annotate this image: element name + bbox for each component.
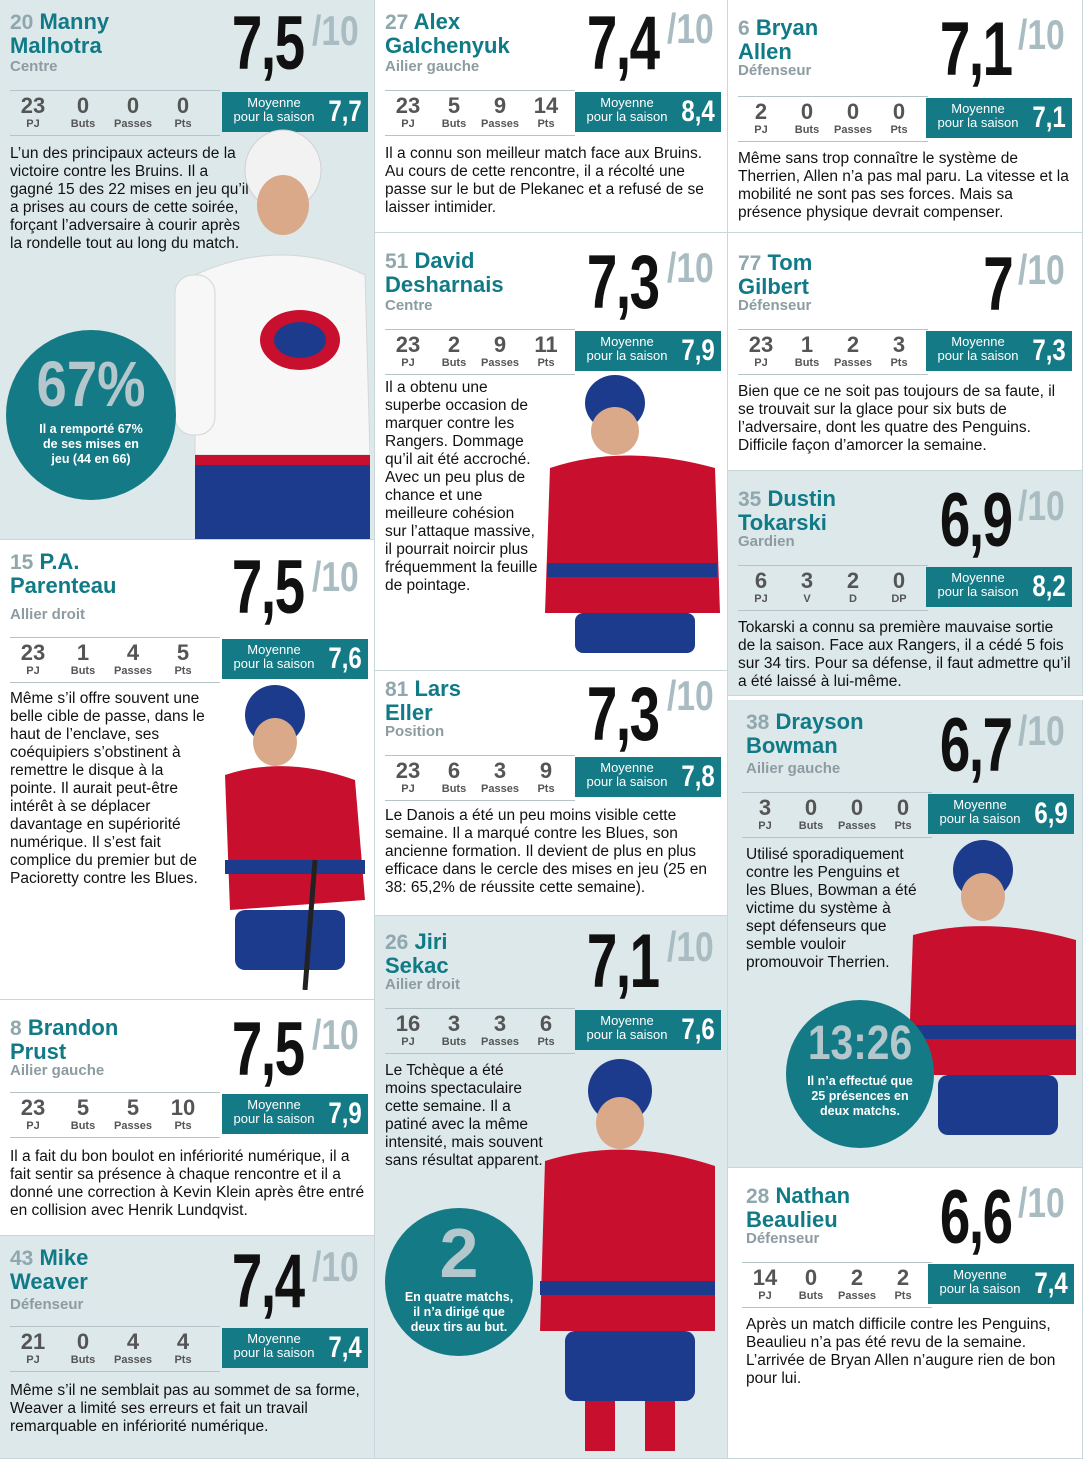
grade-outof: /10 <box>667 244 714 291</box>
stat-gp: 23 PJ <box>395 93 421 130</box>
player-description: Tokarski a connu sa première mauvaise sortie de la saison. Face aux Rangers, il a cédé 5 fois sur 34 tirs. Pour sa défense, il faut admettre qu’il a été laissé à lui-même. <box>738 619 1071 690</box>
stat-points: 3 Pts <box>890 332 908 369</box>
stat-assists: 9 Passes <box>481 332 519 369</box>
stats-row <box>742 792 932 838</box>
player-description: Il a connu son meilleur match face aux Bruins. Au cours de cette rencontre, il a récolté une passe sur le but de Plekanec et a refusé de se laisser intimider. <box>385 145 704 216</box>
stats-row <box>385 1008 575 1054</box>
player-position: Ailier droit <box>385 976 461 993</box>
stat-assists: 0 Passes <box>834 99 872 136</box>
player-card-beaulieu <box>728 1168 1083 1459</box>
stats-row <box>738 565 928 611</box>
player-card-parenteau <box>0 540 375 1000</box>
stat-goals: 0 Buts <box>70 1329 96 1366</box>
stat-gp: 23 PJ <box>20 93 46 130</box>
player-card-weaver <box>0 1236 375 1459</box>
player-name: 43 Mike Weaver <box>10 1245 89 1294</box>
player-grade: 7,5 <box>232 1 304 86</box>
stat-bubble: 67% Il a remporté 67% de ses mises en jeu (44 en 66) <box>6 330 176 500</box>
stat-gp: 14 PJ <box>752 1265 778 1302</box>
stat-assists: 2 Passes <box>838 1265 876 1302</box>
player-photo <box>165 125 370 540</box>
season-average: Moyenne pour la saison 7,4 <box>222 1328 368 1368</box>
player-grade: 7,1 <box>940 7 1012 92</box>
player-grade: 7,1 <box>587 919 659 1004</box>
player-card-eller <box>375 671 728 916</box>
player-description: Bien que ce ne soit pas toujours de sa faute, il se trouvait sur la glace pour six buts de l’adversaire, dont les quatre des Penguins. Difficile façon d’amorcer la semaine. <box>738 383 1056 454</box>
player-grade: 6,6 <box>940 1175 1012 1260</box>
stat-assists: 4 Passes <box>114 640 152 677</box>
player-position: Position <box>385 723 445 740</box>
player-grade: 7,5 <box>232 545 304 630</box>
player-description: Même sans trop connaître le système de Therrien, Allen n’a pas mal paru. La vitesse et la mobilité ne sont pas ses forces. Mais sa présence physique devrait compenser. <box>738 150 1069 221</box>
stat-points: 6 Pts <box>537 1011 555 1048</box>
stat-goals: 2 Buts <box>441 332 467 369</box>
stat-goals: 5 Buts <box>441 93 467 130</box>
player-card-desharnais <box>375 233 728 671</box>
stat-goals: 3 Buts <box>441 1011 467 1048</box>
stat-gp: 23 PJ <box>395 758 421 795</box>
player-photo <box>535 373 725 663</box>
grade-outof: /10 <box>312 1243 359 1290</box>
stat-assists: 0 Passes <box>838 795 876 832</box>
player-position: Ailier gauche <box>746 760 841 777</box>
stat-points: 0 Pts <box>174 93 192 130</box>
season-average: Moyenne pour la saison 7,6 <box>575 1010 721 1050</box>
stat-gp: 23 PJ <box>395 332 421 369</box>
player-grade: 6,9 <box>940 478 1012 563</box>
stats-row <box>385 755 575 801</box>
stat-points: 9 Pts <box>537 758 555 795</box>
grade-outof: /10 <box>312 7 359 54</box>
stats-row <box>385 329 575 375</box>
season-average: Moyenne pour la saison 7,9 <box>575 331 721 371</box>
player-photo <box>525 1051 725 1456</box>
player-name: 38 Drayson Bowman <box>746 709 864 758</box>
player-position: Défenseur <box>738 62 812 79</box>
season-average: Moyenne pour la saison 7,7 <box>222 92 368 132</box>
stat-goals: 1 Buts <box>70 640 96 677</box>
grade-outof: /10 <box>312 553 359 600</box>
player-grade: 7,4 <box>232 1239 304 1324</box>
stat-assists: 0 Passes <box>114 93 152 130</box>
stat-goals: 1 Buts <box>794 332 820 369</box>
stat-gp: 23 PJ <box>20 640 46 677</box>
grade-outof: /10 <box>667 5 714 52</box>
stat-points: 2 Pts <box>894 1265 912 1302</box>
grade-outof: /10 <box>1018 482 1065 529</box>
player-card-prust <box>0 1000 375 1236</box>
season-average: Moyenne pour la saison 6,9 <box>928 794 1074 834</box>
stats-row <box>742 1262 932 1308</box>
season-average: Moyenne pour la saison 8,4 <box>575 92 721 132</box>
player-grade: 7 <box>982 242 1012 327</box>
player-description: Même s’il offre souvent une belle cible de passe, dans le haut de l’enclave, ses coéquipiers s’obstinent à remettre le disque à la pointe. Il aurait peut-être intérêt à se déplacer davantage en supériorité numérique. Il s’est fait complice du premier but de Pacioretty contre les Blues. <box>10 690 205 887</box>
stat-points: 10 Pts <box>170 1095 196 1132</box>
player-description: Il a fait du bon boulot en infériorité numérique, il a fait sentir sa présence à chaque rencontre et il a donné une correction à Kevin Klein après être entré en collision avec Henrik Lundqvist. <box>10 1148 365 1219</box>
stat-gp: 21 PJ <box>20 1329 46 1366</box>
player-position: Gardien <box>738 533 795 550</box>
stat-gp: 6 PJ <box>754 568 768 605</box>
player-name: 20 Manny Malhotra <box>10 9 110 58</box>
season-average: Moyenne pour la saison 7,9 <box>222 1094 368 1134</box>
stat-ot-losses: 0 DP <box>891 568 907 605</box>
stat-gp: 2 PJ <box>754 99 768 136</box>
player-description: Même s’il ne semblait pas au sommet de sa forme, Weaver a limité ses erreurs et fait un travail remarquable en infériorité numérique. <box>10 1382 360 1435</box>
stat-assists: 5 Passes <box>114 1095 152 1132</box>
stat-assists: 2 Passes <box>834 332 872 369</box>
season-average: Moyenne pour la saison 8,2 <box>926 567 1072 607</box>
stat-assists: 3 Passes <box>481 758 519 795</box>
stat-wins: 3 V <box>800 568 814 605</box>
player-description: Utilisé sporadiquement contre les Penguins et les Blues, Bowman a été victime du système à sept défenseurs que semble vouloir promouvoir Therrien. <box>746 846 917 971</box>
stat-goals: 6 Buts <box>441 758 467 795</box>
player-position: Défenseur <box>738 297 812 314</box>
stat-assists: 4 Passes <box>114 1329 152 1366</box>
stat-goals: 0 Buts <box>798 795 824 832</box>
grade-outof: /10 <box>667 923 714 970</box>
stats-row <box>738 96 928 142</box>
stat-assists: 3 Passes <box>481 1011 519 1048</box>
player-grade: 7,3 <box>587 240 659 325</box>
player-card-allen <box>728 0 1083 233</box>
player-grade: 7,4 <box>587 1 659 86</box>
player-card-bowman <box>728 700 1083 1168</box>
stats-row <box>10 1092 220 1138</box>
player-name: 81 Lars Eller <box>385 676 461 725</box>
player-name: 35 Dustin Tokarski <box>738 486 836 535</box>
player-photo <box>205 680 370 990</box>
stats-row <box>10 637 220 683</box>
player-grade: 7,5 <box>232 1007 304 1092</box>
player-grade: 7,3 <box>587 672 659 757</box>
player-name: 51 David Desharnais <box>385 248 504 297</box>
season-average: Moyenne pour la saison 7,3 <box>926 331 1072 371</box>
grade-outof: /10 <box>1018 1179 1065 1226</box>
player-name: 8 Brandon Prust <box>10 1015 119 1064</box>
stat-goals: 0 Buts <box>794 99 820 136</box>
stat-points: 11 Pts <box>534 332 558 369</box>
stats-row <box>385 90 575 136</box>
player-position: Centre <box>385 297 433 314</box>
player-position: Ailier gauche <box>385 58 480 75</box>
stat-points: 14 Pts <box>533 93 559 130</box>
player-description: Il a obtenu une superbe occasion de marquer contre les Rangers. Dommage qu’il ait été accroché. Avec un peu plus de chance et une meilleure cohésion sur l’attaque massive, il pourrait noircir plus fréquemment la feuille de pointage. <box>385 379 538 594</box>
stat-bubble: 2 En quatre matchs, il n’a dirigé que deux tirs au but. <box>385 1208 533 1356</box>
player-name: 27 Alex Galchenyuk <box>385 9 510 58</box>
player-position: Centre <box>10 58 58 75</box>
grade-outof: /10 <box>1018 246 1065 293</box>
player-name: 6 Bryan Allen <box>738 15 819 64</box>
stat-losses: 2 D <box>846 568 860 605</box>
stat-gp: 3 PJ <box>758 795 772 832</box>
player-description: Le Danois a été un peu moins visible cette semaine. Il a marqué contre les Blues, son ancienne formation. Il devient de plus en plus efficace dans le cercle des mises en jeu (25 en 38: 65,2% de réussite cette semaine). <box>385 807 707 896</box>
player-card-malhotra <box>0 0 375 540</box>
stat-gp: 23 PJ <box>20 1095 46 1132</box>
season-average: Moyenne pour la saison 7,4 <box>928 1264 1074 1304</box>
stats-row <box>738 329 928 375</box>
stat-points: 0 Pts <box>890 99 908 136</box>
stat-goals: 0 Buts <box>70 93 96 130</box>
player-position: Allier droit <box>10 606 86 623</box>
player-description: Le Tchèque a été moins spectaculaire cette semaine. Il a patiné avec la même intensité, mais souvent sans résultat apparent. <box>385 1062 543 1169</box>
grade-outof: /10 <box>667 672 714 719</box>
stat-points: 4 Pts <box>174 1329 192 1366</box>
player-name: 77 Tom Gilbert <box>738 250 813 299</box>
stat-bubble: 13:26 Il n’a effectué que 25 présences en deux matchs. <box>786 1000 934 1148</box>
player-card-galchenyuk <box>375 0 728 233</box>
player-name: 26 Jiri Sekac <box>385 929 449 978</box>
player-position: Défenseur <box>10 1296 84 1313</box>
player-name: 28 Nathan Beaulieu <box>746 1183 851 1232</box>
player-position: Ailier gauche <box>10 1062 105 1079</box>
stats-row <box>10 1326 220 1372</box>
season-average: Moyenne pour la saison 7,8 <box>575 757 721 797</box>
stat-gp: 23 PJ <box>748 332 774 369</box>
stat-gp: 16 PJ <box>395 1011 421 1048</box>
grade-outof: /10 <box>1018 11 1065 58</box>
stat-points: 5 Pts <box>174 640 192 677</box>
player-card-tokarski <box>728 471 1083 696</box>
grade-outof: /10 <box>1018 707 1065 754</box>
grade-outof: /10 <box>312 1011 359 1058</box>
stat-goals: 0 Buts <box>798 1265 824 1302</box>
player-description: Après un match difficile contre les Penguins, Beaulieu n’a pas été revu de la semaine. L’arrivée de Bryan Allen n’augure rien de bon pour lui. <box>746 1316 1056 1387</box>
stat-assists: 9 Passes <box>481 93 519 130</box>
stat-points: 0 Pts <box>894 795 912 832</box>
player-description: L’un des principaux acteurs de la victoire contre les Bruins. Il a gagné 15 des 22 mises en jeu qu’il a prises au cours de cette soirée, forçant l’adversaire à courir après la rondelle tout au long du match. <box>10 145 249 252</box>
season-average: Moyenne pour la saison 7,6 <box>222 639 368 679</box>
player-card-gilbert <box>728 233 1083 471</box>
player-position: Défenseur <box>746 1230 820 1247</box>
season-average: Moyenne pour la saison 7,1 <box>926 98 1072 138</box>
stat-goals: 5 Buts <box>70 1095 96 1132</box>
player-name: 15 P.A. Parenteau <box>10 549 117 598</box>
player-grade: 6,7 <box>940 703 1012 788</box>
player-card-sekac <box>375 916 728 1459</box>
